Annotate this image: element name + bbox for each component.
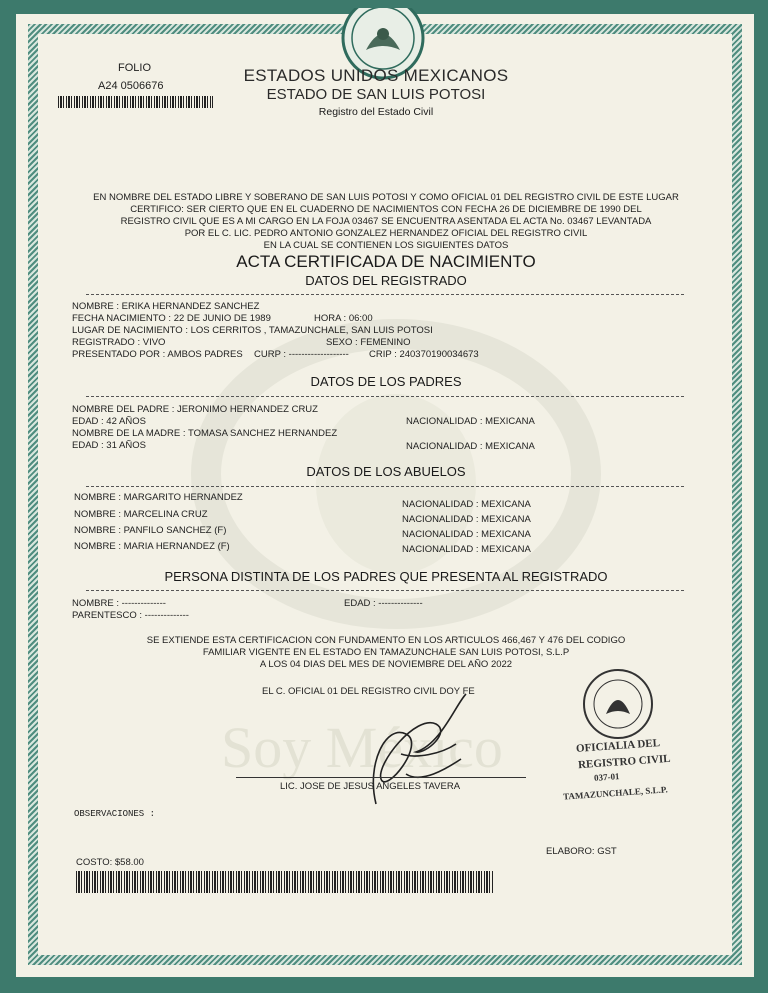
- intro-line-3: REGISTRO CIVIL QUE ES A MI CARGO EN LA FOJA 03467 SE ENCUENTRA ASENTADA EL ACTA No. 03467 LEVANTADA: [120, 216, 652, 227]
- registrado-hora: HORA : 06:00: [314, 313, 373, 324]
- registrado-nombre: NOMBRE : ERIKA HERNANDEZ SANCHEZ: [72, 301, 260, 312]
- folio-barcode: [58, 96, 213, 108]
- elaboro: ELABORO: GST: [546, 846, 617, 857]
- document-barcode: [76, 871, 494, 893]
- country-title: ESTADOS UNIDOS MEXICANOS: [243, 66, 509, 85]
- registrado-estado: REGISTRADO : VIVO: [72, 337, 166, 348]
- abuelo-nacionalidad: NACIONALIDAD : MEXICANA: [402, 514, 531, 525]
- registrado-fecha: FECHA NACIMIENTO : 22 DE JUNIO DE 1989: [72, 313, 271, 324]
- document-title: ACTA CERTIFICADA DE NACIMIENTO: [236, 252, 536, 271]
- divider: [86, 294, 684, 295]
- divider: [86, 396, 684, 397]
- section-persona-heading: PERSONA DISTINTA DE LOS PADRES QUE PRESENTA AL REGISTRADO: [164, 569, 608, 584]
- section-registrado-heading: DATOS DEL REGISTRADO: [305, 273, 467, 288]
- closing-line-2: FAMILIAR VIGENTE EN EL ESTADO EN TAMAZUNCHALE SAN LUIS POTOSI, S.L.P: [202, 647, 570, 658]
- office-title: Registro del Estado Civil: [318, 106, 434, 118]
- stamp-line-3: 037-01: [593, 771, 620, 783]
- watermark-text: Soy México: [221, 715, 503, 780]
- divider: [86, 590, 684, 591]
- persona-parentesco: PARENTESCO : --------------: [72, 610, 189, 621]
- doy-fe: EL C. OFICIAL 01 DEL REGISTRO CIVIL DOY FE: [262, 686, 475, 697]
- official-stamp-icon: [578, 664, 658, 744]
- closing-line-3: A LOS 04 DIAS DEL MES DE NOVIEMBRE DEL AÑO 2022: [259, 659, 513, 670]
- madre-edad: EDAD : 31 AÑOS: [72, 440, 146, 451]
- abuelo-nombre: NOMBRE : MARIA HERNANDEZ (F): [74, 541, 230, 552]
- registrado-presentado: PRESENTADO POR : AMBOS PADRES: [72, 349, 243, 360]
- madre-nacionalidad: NACIONALIDAD : MEXICANA: [406, 441, 535, 452]
- padre-nacionalidad: NACIONALIDAD : MEXICANA: [406, 416, 535, 427]
- abuelo-nombre: NOMBRE : PANFILO SANCHEZ (F): [74, 525, 227, 536]
- persona-edad: EDAD : --------------: [344, 598, 423, 609]
- abuelo-nacionalidad: NACIONALIDAD : MEXICANA: [402, 499, 531, 510]
- abuelo-nombre: NOMBRE : MARGARITO HERNANDEZ: [74, 492, 243, 503]
- costo: COSTO: $58.00: [76, 857, 144, 868]
- paper: [16, 14, 754, 977]
- intro-line-2: CERTIFICO: SER CIERTO QUE EN EL CUADERNO DE NACIMIENTOS CON FECHA 26 DE DICIEMBRE DE 1990 DEL: [130, 204, 642, 215]
- section-abuelos-heading: DATOS DE LOS ABUELOS: [306, 464, 466, 479]
- padre-nombre: NOMBRE DEL PADRE : JERONIMO HERNANDEZ CRUZ: [72, 404, 318, 415]
- folio-label: FOLIO: [118, 62, 152, 74]
- divider: [86, 486, 684, 487]
- stamp-line-2: REGISTRO CIVIL: [577, 752, 671, 772]
- intro-line-5: EN LA CUAL SE CONTIENEN LOS SIGUIENTES DATOS: [263, 240, 509, 251]
- folio-number: A24 0506676: [98, 80, 164, 92]
- signatory-name: LIC. JOSE DE JESUS ANGELES TAVERA: [280, 781, 461, 792]
- registrado-crip: CRIP : 240370190034673: [369, 349, 479, 360]
- registrado-lugar: LUGAR DE NACIMIENTO : LOS CERRITOS , TAMAZUNCHALE, SAN LUIS POTOSI: [72, 325, 433, 336]
- padre-edad: EDAD : 42 AÑOS: [72, 416, 146, 427]
- intro-line-4: POR EL C. LIC. PEDRO ANTONIO GONZALEZ HERNANDEZ OFICIAL DEL REGISTRO CIVIL: [184, 228, 588, 239]
- abuelo-nombre: NOMBRE : MARCELINA CRUZ: [74, 509, 208, 520]
- intro-line-1: EN NOMBRE DEL ESTADO LIBRE Y SOBERANO DE SAN LUIS POTOSI Y COMO OFICIAL 01 DEL REGISTRO CIVIL DE ESTE LUGAR: [93, 192, 679, 203]
- abuelo-nacionalidad: NACIONALIDAD : MEXICANA: [402, 544, 531, 555]
- stamp-line-4: TAMAZUNCHALE, S.L.P.: [562, 784, 668, 802]
- registrado-curp: CURP : -------------------: [254, 349, 349, 360]
- observaciones: OBSERVACIONES :: [74, 809, 156, 819]
- stamp-line-1: OFICIALIA DEL: [575, 737, 661, 755]
- abuelo-nacionalidad: NACIONALIDAD : MEXICANA: [402, 529, 531, 540]
- registrado-sexo: SEXO : FEMENINO: [326, 337, 411, 348]
- signature-line: [236, 777, 526, 778]
- state-title: ESTADO DE SAN LUIS POTOSI: [266, 86, 486, 103]
- section-padres-heading: DATOS DE LOS PADRES: [310, 374, 462, 389]
- persona-nombre: NOMBRE : --------------: [72, 598, 166, 609]
- closing-line-1: SE EXTIENDE ESTA CERTIFICACION CON FUNDAMENTO EN LOS ARTICULOS 466,467 Y 476 DEL CODIGO: [146, 635, 626, 646]
- signature-icon: [346, 684, 486, 814]
- madre-nombre: NOMBRE DE LA MADRE : TOMASA SANCHEZ HERNANDEZ: [72, 428, 338, 439]
